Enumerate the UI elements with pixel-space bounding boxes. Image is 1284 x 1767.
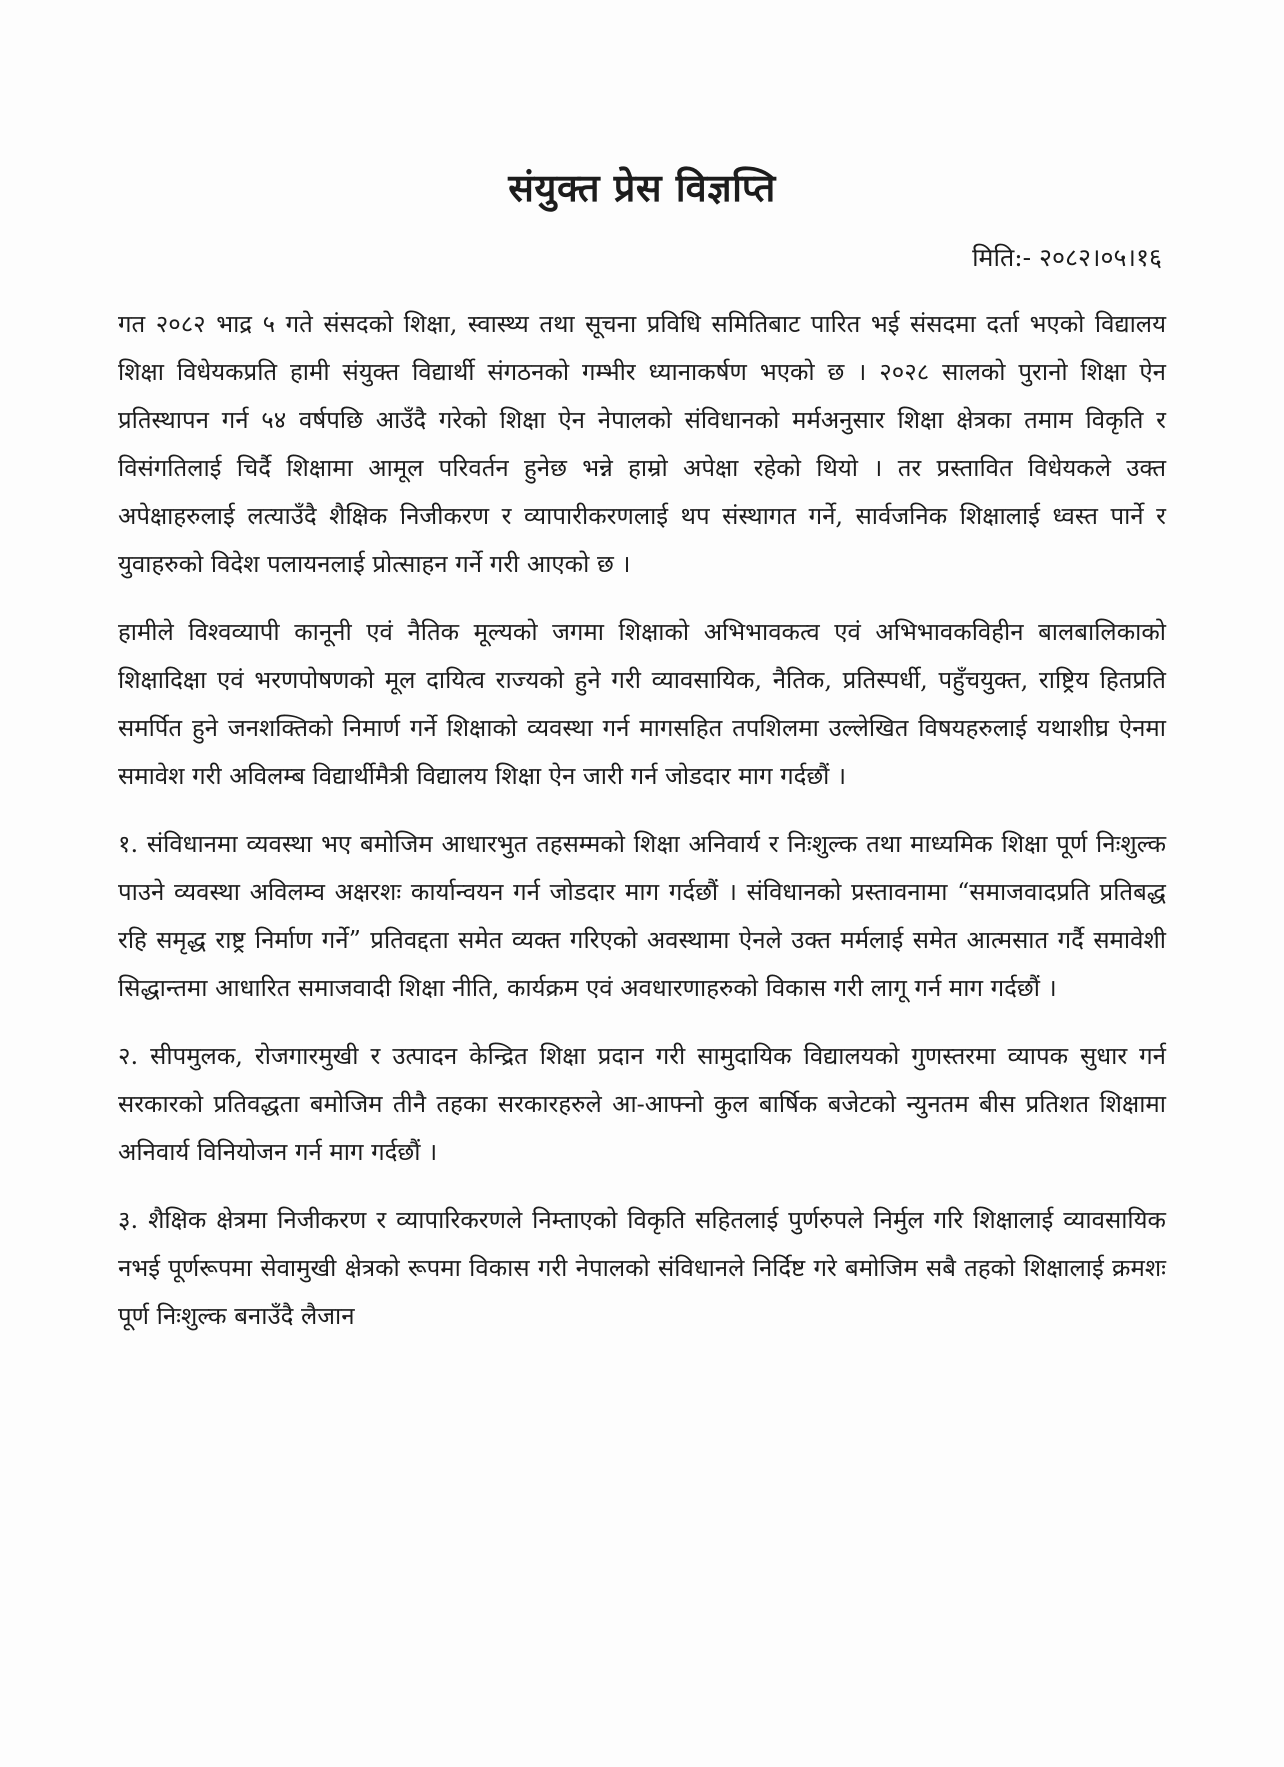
paragraph-point-2: २. सीपमुलक, रोजगारमुखी र उत्पादन केन्द्रित शिक्षा प्रदान गरी सामुदायिक विद्यालयको गुणस्तरमा व्यापक सुधार गर्न सरकारको प्रतिवद्धता बमोजिम तीनै तहका सरकारहरुले आ-आफ्नो कुल बार्षिक बजेटको न्युनतम बीस प्रतिशत शिक्षामा अनिवार्य विनियोजन गर्न माग गर्दछौं । xyxy=(118,1042,1166,1166)
document-body xyxy=(118,300,1166,1340)
paragraph-intro: गत २०८२ भाद्र ५ गते संसदको शिक्षा, स्वास्थ्य तथा सूचना प्रविधि समितिबाट पारित भई संसदमा दर्ता भएको विद्यालय शिक्षा विधेयकप्रति हामी संयुक्त विद्यार्थी संगठनको गम्भीर ध्यानाकर्षण भएको छ । २०२८ सालको पुरानो शिक्षा ऐन प्रतिस्थापन गर्न ५४ वर्षपछि आउँदै गरेको शिक्षा ऐन नेपालको संविधानको मर्मअनुसार शिक्षा क्षेत्रका तमाम विकृति र विसंगतिलाई चिर्दै शिक्षामा आमूल परिवर्तन हुनेछ भन्ने हाम्रो अपेक्षा रहेको थियो । तर प्रस्तावित विधेयकले उक्त अपेक्षाहरुलाई लत्याउँदै शैक्षिक निजीकरण र व्यापारीकरणलाई थप संस्थागत गर्ने, सार्वजनिक शिक्षालाई ध्वस्त पार्ने र युवाहरुको विदेश पलायनलाई प्रोत्साहन गर्ने गरी आएको छ । xyxy=(118,310,1166,578)
paragraph-point-3: ३. शैक्षिक क्षेत्रमा निजीकरण र व्यापारिकरणले निम्ताएको विकृति सहितलाई पुर्णरुपले निर्मुल गरि शिक्षालाई व्यावसायिक नभई पूर्णरूपमा सेवामुखी क्षेत्रको रूपमा विकास गरी नेपालको संविधानले निर्दिष्ट गरे बमोजिम सबै तहको शिक्षालाई क्रमशः पूर्ण निःशुल्क बनाउँदै लैजान xyxy=(118,1206,1166,1330)
document-title: संयुक्त प्रेस विज्ञप्ति xyxy=(508,165,776,210)
document-date: मिति:- २०८२।०५।१६ xyxy=(972,243,1162,272)
paragraph-demand-summary: हामीले विश्वव्यापी कानूनी एवं नैतिक मूल्यको जगमा शिक्षाको अभिभावकत्व एवं अभिभावकविहीन बालबालिकाको शिक्षादिक्षा एवं भरणपोषणको मूल दायित्व राज्यको हुने गरी व्यावसायिक, नैतिक, प्रतिस्पर्धी, पहुँचयुक्त, राष्ट्रिय हितप्रति समर्पित हुने जनशक्तिको निमार्ण गर्ने शिक्षाको व्यवस्था गर्न मागसहित तपशिलमा उल्लेखित विषयहरुलाई यथाशीघ्र ऐनमा समावेश गरी अविलम्ब विद्यार्थीमैत्री विद्यालय शिक्षा ऐन जारी गर्न जोडदार माग गर्दछौं । xyxy=(118,618,1166,790)
paragraph-point-1: १. संविधानमा व्यवस्था भए बमोजिम आधारभुत तहसम्मको शिक्षा अनिवार्य र निःशुल्क तथा माध्यमिक शिक्षा पूर्ण निःशुल्क पाउने व्यवस्था अविलम्व अक्षरशः कार्यान्वयन गर्न जोडदार माग गर्दछौं । संविधानको प्रस्तावनामा “समाजवादप्रति प्रतिबद्ध रहि समृद्ध राष्ट्र निर्माण गर्ने” प्रतिवद्दता समेत व्यक्त गरिएको अवस्थामा ऐनले उक्त मर्मलाई समेत आत्मसात गर्दै समावेशी सिद्धान्तमा आधारित समाजवादी शिक्षा नीति, कार्यक्रम एवं अवधारणाहरुको विकास गरी लागू गर्न माग गर्दछौं । xyxy=(118,830,1166,1002)
